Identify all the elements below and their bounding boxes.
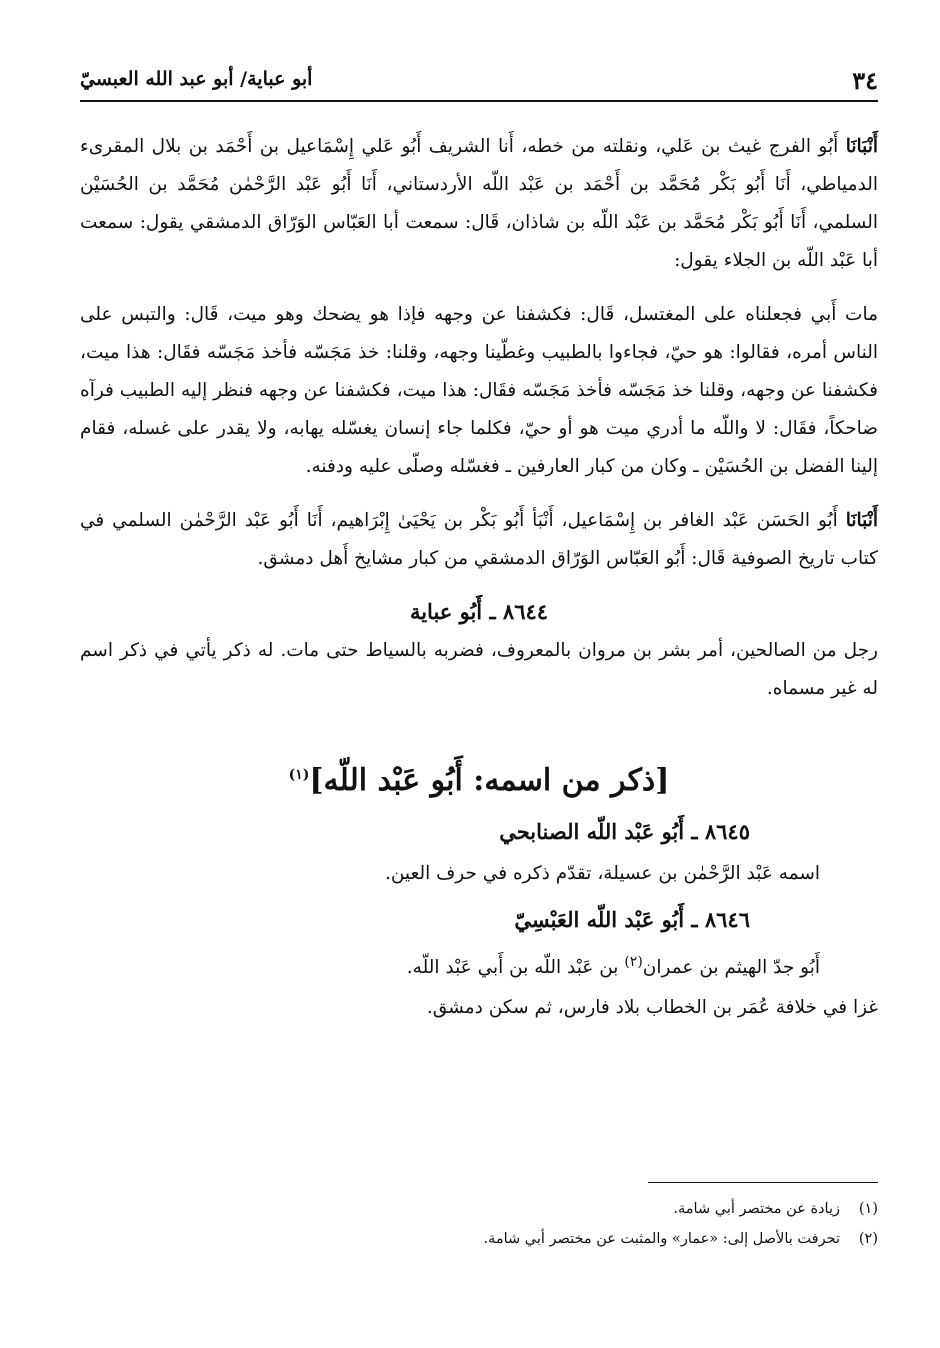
entry-8645-text: اسمه عَبْد الرَّحْمٰن بن عسيلة، تقدّم ذكره في حرف العين.: [384, 863, 820, 884]
running-title: أبو عباية/ أبو عبد الله العبسيّ: [80, 68, 313, 90]
footnote-1: [98, 1194, 878, 1224]
footnote-1-number: (١): [858, 1201, 878, 1217]
paragraph-1-lead: أَنْبَانَا: [845, 136, 878, 157]
paragraph-1-text: أَبُو الفرج غيث بن عَلي، ونقلته من خطه، أَنا الشريف أَبُو عَلي إِسْمَاعيل بن أَحْمَد بن بلال المقرىء الدمياطي، أَنَا أَبُو بَكْر مُحَمَّد بن أَحْمَد بن عَبْد اللّه الأردستاني، أَنَا أَبُو عَبْد الرَّحْمٰن مُحَمَّد بن الحُسَيْن السلمي، أَنَا أَبُو بَكْر مُحَمَّد بن عَبْد اللّه بن شاذان، قَال: سمعت أبا العَبّاس الوَرّاق الدمشقي يقول: سمعت أبا عَبْد اللّه بن الجلاء يقول:: [80, 136, 878, 271]
paragraph-3: [80, 502, 878, 578]
footnote-ref-2: (٢): [624, 954, 643, 970]
entry-8646-line-1a: أَبُو جدّ الهيثم بن عمران: [642, 957, 820, 979]
entry-8646-line-1: [80, 942, 820, 988]
footnote-ref-1: (١): [288, 767, 310, 783]
entry-8644-title: ٨٦٤٤ ـ أَبُو عباية: [409, 599, 549, 624]
entry-8646-title: ٨٦٤٦ ـ أَبُو عَبْد اللّه العَبْسِيّ: [514, 907, 750, 932]
entry-8646-line-2: غزا في خلافة عُمَر بن الخطاب بلاد فارس، ثم سكن دمشق.: [426, 997, 878, 1019]
page-body: [80, 128, 878, 1028]
footnote-2-number: (٢): [858, 1231, 878, 1247]
section-title: [80, 750, 878, 806]
page-header: [80, 62, 878, 102]
paragraph-3-text: أَبُو الحَسَن عَبْد الغافر بن إِسْمَاعيل، أَنْبَأ أَبُو بَكْر بن يَحْيَىٰ إِبْرَاهيم، أَنَا أَبُو عَبْد الرَّحْمٰن السلمي في كتاب تاريخ الصوفية قَال: أَبُو العَبّاس الوَرّاق الدمشقي من كبار مشايخ أَهل دمشق.: [80, 510, 878, 569]
header-rule: [80, 100, 878, 102]
footnote-2-text: تحرفت بالأصل إلى: «عمار» والمثبت عن مختصر أبي شامة.: [483, 1231, 840, 1247]
page-number: ٣٤: [852, 66, 878, 95]
paragraph-3-lead: أَنْبَانَا: [845, 510, 878, 531]
entry-8645-title: ٨٦٤٥ ـ أَبُو عَبْد اللّه الصنابحي: [499, 819, 750, 844]
paragraph-2: [80, 296, 878, 486]
entry-8646-line-1b: بن عَبْد اللّه بن أَبي عَبْد اللّه.: [406, 957, 625, 979]
footnote-2: [98, 1224, 878, 1254]
paragraph-2-text: مات أَبي فجعلناه على المغتسل، قَال: فكشفنا عن وجهه فإذا هو يضحك وهو ميت، قَال: والتبس على الناس أمره، فقالوا: هو حيّ، فجاءوا بالطبيب وغطّينا وجهه، وقلنا: خذ مَجَسّه فأخذ مَجَسّه فقَال: هذا ميت، فكشفنا عن وجهه، وقلنا خذ مَجَسّه فأخذ مَجَسّه فقَال: هذا ميت، فكشفنا عن وجهه فنظر إليه الطبيب فرآه ضاحكاً، فقَال: لا واللّه ما أدري ميت هو أو حيّ، فكلما جاء إنسان يغسّله يهابه، ولا يقدر على غسله، فقام إلينا الفضل بن الحُسَيْن ـ وكان من كبار العارفين ـ فغسّله وصلّى عليه ودفنه.: [80, 304, 878, 477]
section-title-text: [ذكر من اسمه: أَبُو عَبْد اللّه]: [309, 763, 670, 798]
footnote-1-text: زيادة عن مختصر أبي شامة.: [673, 1201, 840, 1217]
footnote-rule: [648, 1182, 878, 1183]
entry-8644-text: رجل من الصالحين، أمر بشر بن مروان بالمعروف، فضربه بالسياط حتى مات. له ذكر يأتي في ذكر اسم له غير مسماه.: [80, 640, 878, 699]
footnotes: [98, 1194, 878, 1254]
paragraph-1: [80, 128, 878, 280]
